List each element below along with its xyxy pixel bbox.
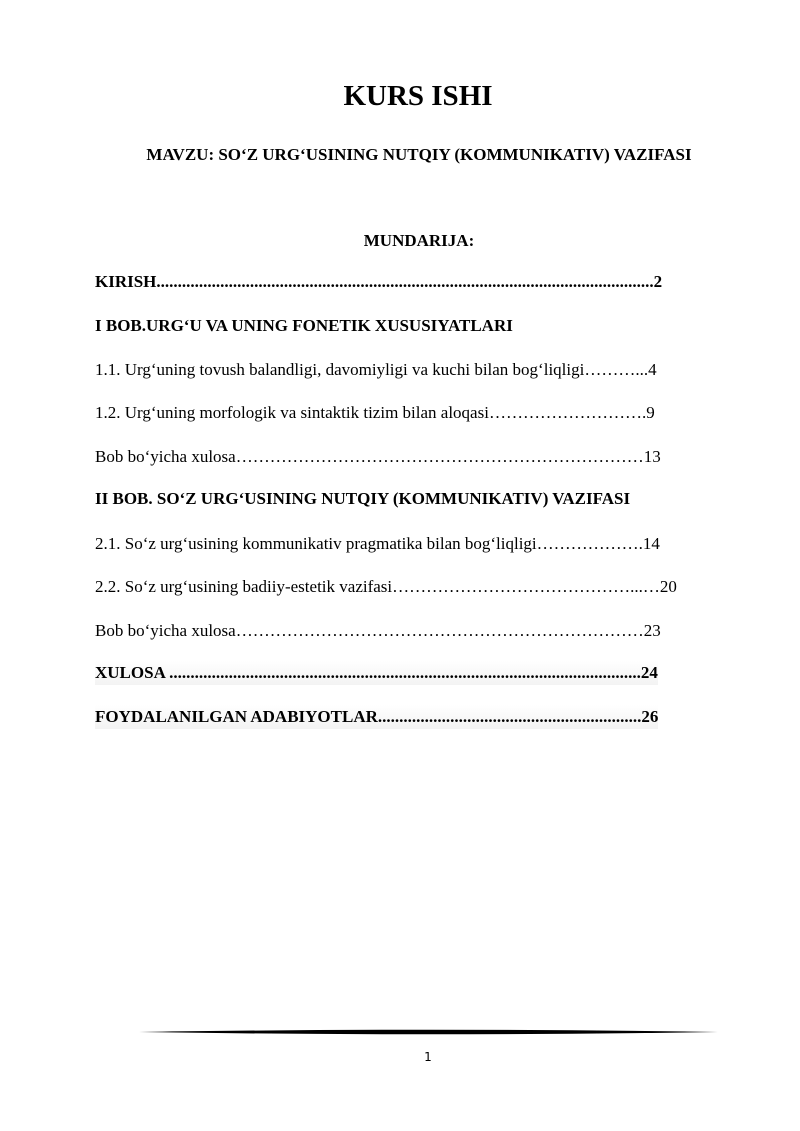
toc-chapter-1: I BOB.URG‘U VA UNING FONETIK XUSUSIYATLARI: [95, 316, 513, 335]
toc-entry-1-2: 1.2. Urg‘uning morfologik va sintaktik tizim bilan aloqasi……………………….9: [95, 403, 655, 422]
toc-entry-2-2: 2.2. So‘z urg‘usining badiiy-estetik vazifasi……………………………………...…20: [95, 577, 677, 596]
toc-entry-xulosa: XULOSA ...............................................................................................................24: [95, 661, 658, 685]
toc-entry-chapter-1-summary: Bob bo‘yicha xulosa………………………………………………………………13: [95, 447, 661, 466]
document-title: KURS ISHI: [343, 80, 493, 112]
toc-entry-adabiyotlar: FOYDALANILGAN ADABIYOTLAR..............................................................26: [95, 705, 658, 729]
page-number: 1: [424, 1050, 432, 1064]
toc-entry-1-1: 1.1. Urg‘uning tovush balandligi, davomiyligi va kuchi bilan bog‘liqligi………...4: [95, 360, 657, 379]
toc-entry-2-1: 2.1. So‘z urg‘usining kommunikativ pragmatika bilan bog‘liqligi……………….14: [95, 534, 660, 553]
toc-entry-chapter-2-summary: Bob bo‘yicha xulosa………………………………………………………………23: [95, 621, 661, 640]
toc-entry-kirish: KIRISH.....................................................................................................................2: [95, 272, 663, 291]
toc-heading: MUNDARIJA:: [363, 231, 475, 250]
document-subtitle: MAVZU: SO‘Z URG‘USINING NUTQIY (KOMMUNIKATIV) VAZIFASI: [146, 145, 692, 164]
toc-chapter-2: II BOB. SO‘Z URG‘USINING NUTQIY (KOMMUNIKATIV) VAZIFASI: [95, 489, 631, 508]
footer-divider: [139, 1029, 718, 1035]
